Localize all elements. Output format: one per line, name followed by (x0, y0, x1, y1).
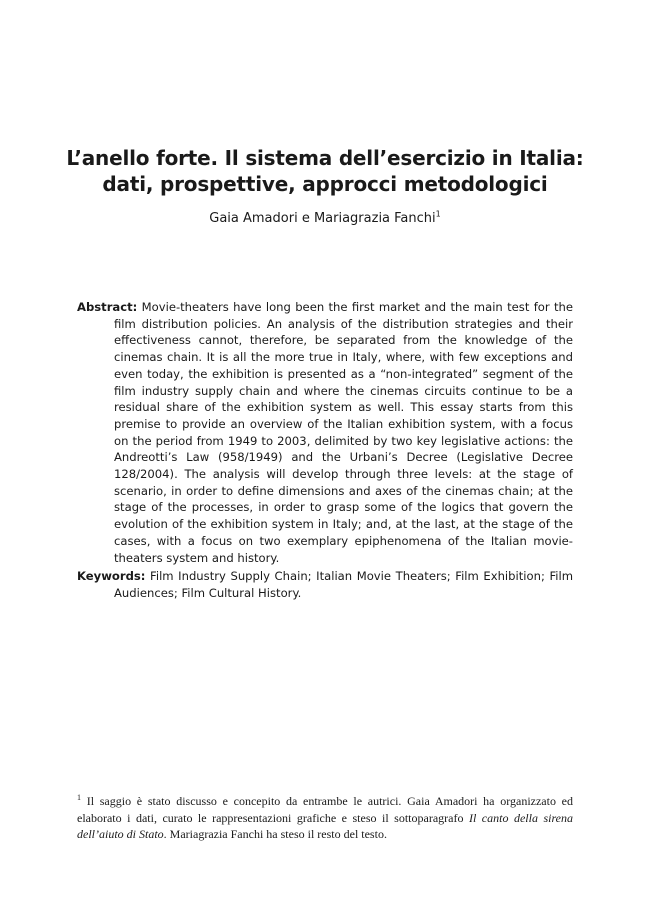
footnote-italic-title: Il canto della sirena dell’aiuto di Stato (77, 810, 573, 841)
title-line-1: L’anello forte. Il sistema dell’esercizio in Italia: (66, 146, 584, 170)
author-names: Gaia Amadori e Mariagrazia Fanchi (209, 211, 436, 226)
author-line (40, 210, 610, 228)
footnote-text-before: Il saggio è stato discusso e concepito da entrambe le autrici. Gaia Amadori ha organizzato ed elaborato i dati, curato le rappresentazioni grafiche e steso il sottoparagrafo (77, 794, 574, 825)
keywords-text: Film Industry Supply Chain; Italian Movie Theaters; Film Exhibition; Film Audiences; Film Cultural History. (114, 569, 573, 600)
keywords (77, 568, 573, 601)
abstract-text: Movie-theaters have long been the first market and the main test for the film distribution policies. An analysis of the distribution strategies and their effectiveness cannot, therefore, be separated from the knowledge of the cinemas chain. It is all the more true in Italy, where, with few exceptions and even today, the exhibition is presented as a “non-integrated” segment of the film industry supply chain and where the cinemas circuits continue to be a residual share of the exhibition system as well. This essay starts from this premise to provide an overview of the Italian exhibition system, with a focus on the period from 1949 to 2003, delimited by two key legislative actions: the Andreotti’s Law (958/1949) and the Urbani’s Decree (Legislative Decree 128/2004). The analysis will develop through three levels: at the stage of scenario, in order to define dimensions and axes of the cinemas chain; at the stage of the processes, in order to grasp some of the logics that govern the evolution of the exhibition system in Italy; and, at the last, at the stage of the cases, with a focus on two exemplary epiphenomena of the Italian movie-theaters system and history. (114, 300, 573, 565)
title-line-2: dati, prospettive, approcci metodologici (102, 172, 548, 196)
keywords-label: Keywords: (77, 569, 146, 583)
abstract-label: Abstract: (77, 300, 138, 314)
paper-title (40, 145, 610, 197)
footnote-text-after: . Mariagrazia Fanchi ha steso il resto del testo. (163, 827, 387, 841)
abstract (77, 299, 573, 566)
footnote (77, 793, 573, 843)
author-footnote-mark: 1 (435, 209, 441, 219)
footnote-mark: 1 (77, 793, 81, 802)
